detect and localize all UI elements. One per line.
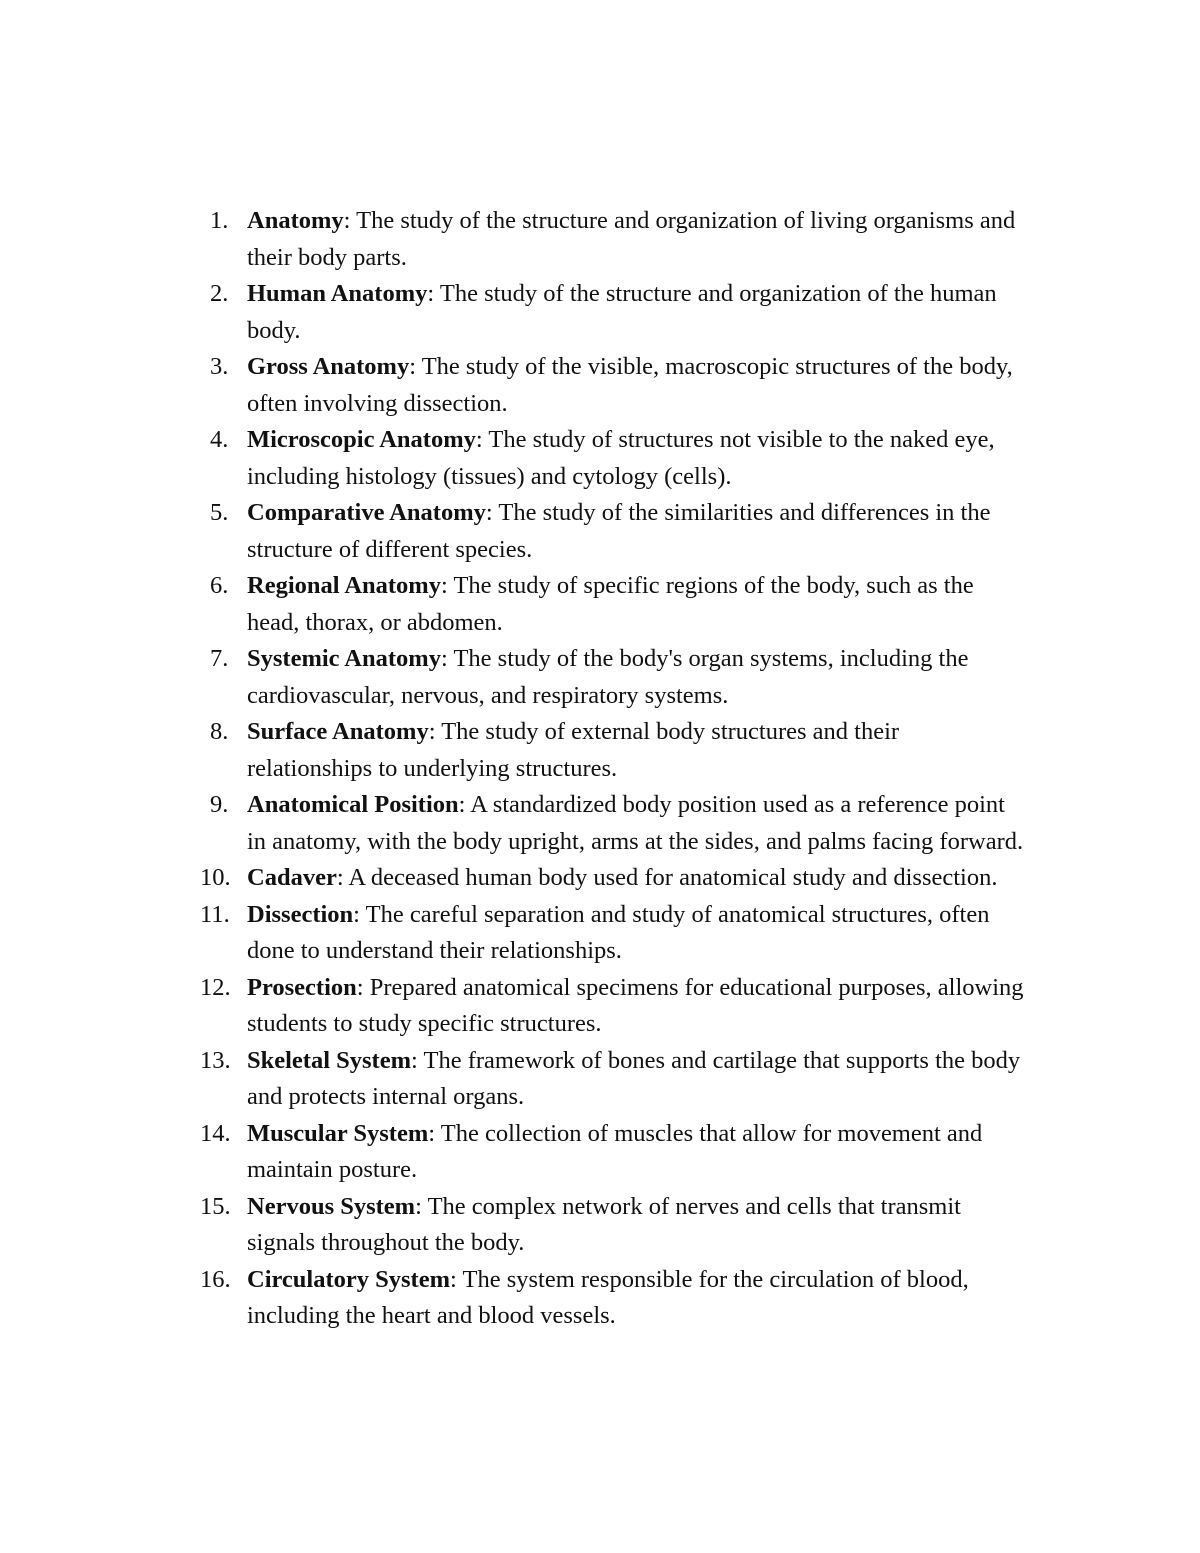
item-number: 3. <box>210 353 229 380</box>
item-definition: : The careful separation and study of anatomical structures, often done to understand their relationships. <box>247 900 990 964</box>
item-term: Anatomy <box>247 207 344 234</box>
item-term: Skeletal System <box>247 1046 411 1074</box>
list-item <box>200 970 1030 1043</box>
item-number: 15. <box>200 1192 231 1220</box>
item-number: 4. <box>210 426 229 453</box>
item-term: Muscular System <box>247 1119 429 1147</box>
item-definition: : Prepared anatomical specimens for educational purposes, allowing students to study specific structures. <box>247 973 1024 1037</box>
item-definition: : The study of the structure and organization of living organisms and their body parts. <box>247 207 1016 271</box>
item-definition: : The system responsible for the circulation of blood, including the heart and blood vessels. <box>247 1265 969 1329</box>
item-definition: : A deceased human body used for anatomical study and dissection. <box>336 864 998 891</box>
item-term: Microscopic Anatomy <box>247 426 476 453</box>
list-item <box>200 422 1030 495</box>
list-item <box>200 1043 1030 1116</box>
item-term: Prosection <box>247 973 357 1001</box>
definition-list <box>200 203 1030 1335</box>
list-item <box>200 349 1030 422</box>
list-item <box>200 641 1030 714</box>
item-number: 1. <box>210 207 229 234</box>
list-item <box>200 714 1030 787</box>
list-item <box>200 860 1030 897</box>
item-definition: : The complex network of nerves and cells that transmit signals throughout the body. <box>247 1192 961 1256</box>
item-term: Human Anatomy <box>247 280 428 307</box>
item-number: 10. <box>200 864 231 891</box>
item-definition: : The framework of bones and cartilage that supports the body and protects internal organs. <box>247 1046 1021 1110</box>
item-term: Anatomical Position <box>247 791 459 818</box>
item-term: Dissection <box>247 900 354 928</box>
item-term: Surface Anatomy <box>247 718 429 745</box>
item-number: 8. <box>210 718 229 745</box>
item-number: 5. <box>210 499 229 526</box>
item-definition: : The collection of muscles that allow for movement and maintain posture. <box>247 1119 983 1183</box>
item-term: Gross Anatomy <box>247 353 410 380</box>
item-number: 16. <box>200 1265 231 1293</box>
item-definition: : The study of the visible, macroscopic structures of the body, often involving dissection. <box>247 353 1013 417</box>
item-number: 11. <box>200 900 230 928</box>
item-term: Comparative Anatomy <box>247 499 486 526</box>
item-number: 6. <box>210 572 229 599</box>
item-definition: : The study of the similarities and differences in the structure of different species. <box>247 499 991 563</box>
item-term: Nervous System <box>247 1192 416 1220</box>
item-definition: : The study of specific regions of the body, such as the head, thorax, or abdomen. <box>247 572 974 636</box>
item-definition: : The study of external body structures and their relationships to underlying structures. <box>247 718 900 782</box>
item-definition: : A standardized body position used as a reference point in anatomy, with the body upright, arms at the sides, and palms facing forward. <box>247 791 1024 855</box>
item-number: 13. <box>200 1046 231 1074</box>
list-item <box>200 787 1030 860</box>
list-item <box>200 203 1030 276</box>
list-item <box>200 1262 1030 1335</box>
item-definition: : The study of structures not visible to the naked eye, including histology (tissues) and cytology (cells). <box>247 426 995 490</box>
list-item <box>200 495 1030 568</box>
item-term: Regional Anatomy <box>247 572 441 599</box>
item-number: 9. <box>210 791 229 818</box>
item-number: 7. <box>210 645 229 672</box>
item-definition: : The study of the structure and organization of the human body. <box>247 280 997 344</box>
item-definition: : The study of the body's organ systems, including the cardiovascular, nervous, and respiratory systems. <box>247 645 969 709</box>
list-item <box>200 568 1030 641</box>
item-term: Cadaver <box>247 864 337 891</box>
list-item <box>200 276 1030 349</box>
item-number: 2. <box>210 280 229 307</box>
item-term: Systemic Anatomy <box>247 645 441 672</box>
item-number: 14. <box>200 1119 231 1147</box>
list-item <box>200 897 1030 970</box>
list-item <box>200 1189 1030 1262</box>
item-number: 12. <box>200 973 231 1001</box>
list-item <box>200 1116 1030 1189</box>
item-term: Circulatory System <box>247 1265 450 1293</box>
